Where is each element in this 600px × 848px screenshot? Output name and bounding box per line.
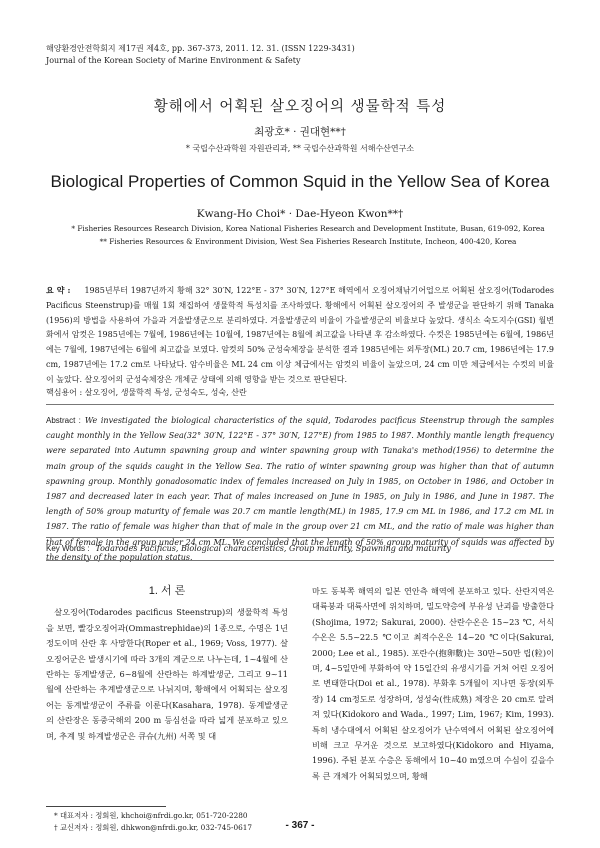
footnote: † 교신저자 : 정회원, dhkwon@nfrdi.go.kr, 032-745-0617 bbox=[54, 823, 253, 832]
page-number: - 367 - bbox=[285, 820, 315, 831]
affiliation-english bbox=[58, 222, 558, 248]
abstract-english-text: We investigated the biological characteristics of the squid, Todarodes pacificus Steenstrup through the samples caught monthly in the Yellow Sea(32° 30′N, 122°E - 37° 30′N, 127°E) from 1985 to 1987. Monthly mantle length frequency were separated into Autumn spawning group and winter spawning group with Tanaka's method(1956) to determine the main group of the squids caught in the Yellow Sea. The ratio of winter spawning group was higher than that of autumn spawning group. Monthly gonadosomatic index of females increased on July in 1985, on October in 1986, and October in 1987 and decreased later in each year. That of males increased on June in 1985, on July in 1986, and June in 1987. The length of 50% group maturity of female was 20.7 cm mantle length(ML) in 1985, 17.9 cm ML in 1986, and 17.2 cm ML in 1987. The ratio of female was higher than that of male in the group over 21 cm ML, and the ratio of male was higher than that of female in the group under 24 cm ML. We concluded that the length of 50% group maturity of squids was affected by the density of the population status. bbox=[46, 416, 554, 562]
abstract-korean-label: 요 약 : bbox=[46, 285, 71, 295]
affiliation-line: * Fisheries Resources Research Division, Korea National Fisheries Research and Development Institute, Busan, 619-092, Korea bbox=[71, 224, 545, 233]
abstract-korean bbox=[46, 283, 554, 388]
authors-english: Kwang-Ho Choi* · Dae-Hyeon Kwon**† bbox=[196, 208, 404, 220]
keywords-english-label: Key Words : bbox=[46, 544, 90, 553]
abstract-korean-text: 1985년부터 1987년까지 황해 32° 30′N, 122°E - 37° 30′N, 127°E 해역에서 오징어채낚기어업으로 어획된 살오징어(Todarodes Pacificus Steenstrup)를 매월 1회 채집하여 생물학적 특성치를 조사하였다. 황해에서 어획된 살오징어의 주 발생군을 판단하기 위해 Tanaka (1956)의 방법을 사용하여 가을과 겨울발생군으로 분리하였다. 겨울발생군의 비율이 가을발생군의 비율보다 높았다. 생식소 숙도지수(GSI) 월변화에서 암컷은 1985년에는 7월에, 1986년에는 10월에, 1987년에는 8월에 최고값을 나타낸 후 감소하였다. 수컷은 1985년에는 6월에, 1986년에는 7월에, 1987년에는 6월에 최고값을 보였다. 암컷의 50% 군성숙체장을 분석한 결과 1985년에는 외투장(ML) 20.7 cm, 1986년에는 17.9 cm, 1987년에는 17.2 cm로 나타났다. 암수비율은 ML 24 cm 이상 체급에서는 암컷의 비율이 높았으며, 24 cm 미만 체급에서는 수컷의 비율이 높았다. 살오징어의 군성숙체장은 개체군 상태에 의해 영향을 받는 것으로 판단된다. bbox=[46, 286, 554, 384]
divider bbox=[46, 404, 554, 405]
affiliation-line: ** Fisheries Resources & Environment Division, West Sea Fisheries Research Institute, Incheon, 400-420, Korea bbox=[99, 237, 517, 246]
affiliation-korean: * 국립수산과학원 자원관리과, ** 국립수산과학원 서해수산연구소 bbox=[185, 144, 415, 153]
divider bbox=[46, 560, 554, 561]
keywords-english-text: Todarodes Pacificus, Biological characteristics, Group maturity, Spawning and maturity bbox=[95, 544, 451, 553]
abstract-english-label: Abstract : bbox=[46, 416, 81, 425]
journal-name: Journal of the Korean Society of Marine Environment & Safety bbox=[46, 56, 301, 65]
title-english: Biological Properties of Common Squid in the Yellow Sea of Korea bbox=[50, 172, 550, 191]
footnote-divider bbox=[46, 806, 166, 807]
body-paragraph: 마도 동북쪽 해역의 일본 연안측 해역에 분포하고 있다. 산란지역은 대륙붕과 대륙사면에 위치하며, 밀도약층에 부유성 난괴를 방출한다(Shojima, 1972; Sakurai, 2000). 산란수온은 15~23 ℃, 서식수온은 5.5~22.5 ℃이고 최적수온은 14~20 ℃이다(Sakurai, 2000; Lee et al., 1985). 포란수(抱卵數)는 30만~50만 립(粒)이며, 4~5일만에 부화하여 약 15일간의 유생시기를 거쳐 어린 오징어로 변태한다(Doi et al., 1978). 부화후 5개월이 지나면 동장(외투장) 14 cm정도로 성장하며, 성성숙(性成熟) 체장은 20 cm로 알려져 있다(Kidokoro and Wada., 1997; Lim, 1967; Kim, 1993). 특히 냉수대에서 어획된 살오징어가 난수역에서 어획된 살오징어에 비해 크고 무거운 것으로 보고하였다(Kidokoro and Hiyama, 1996). 주된 분포 수층은 동해에서 10~40 m였으며 수심이 깊을수록 큰 개체가 어획되었으며, 황해 bbox=[312, 586, 554, 781]
title-korean: 황해에서 어획된 살오징어의 생물학적 특성 bbox=[153, 99, 447, 115]
keywords-korean: 핵심용어 : 살오징어, 생물학적 특성, 군성숙도, 성숙, 산란 bbox=[46, 388, 247, 397]
body-left-column bbox=[46, 584, 288, 744]
journal-header bbox=[46, 43, 355, 67]
footnote: * 대표저자 : 정회원, khchoi@nfrdi.go.kr, 051-720-2280 bbox=[54, 811, 248, 820]
section-heading: 1. 서 론 bbox=[148, 585, 186, 597]
body-right-column bbox=[312, 584, 554, 784]
keywords-english bbox=[46, 544, 451, 553]
journal-citation: 해양환경안전학회지 제17권 제4호, pp. 367-373, 2011. 12. 31. (ISSN 1229-3431) bbox=[46, 44, 355, 53]
abstract-english bbox=[46, 413, 554, 565]
body-paragraph: 살오징어(Todarodes pacificus Steenstrup)의 생물학적 특성을 보면, 빨강오징어과(Ommastrephidae)의 1종으로, 수명은 1년 정도이며 산란 후 사망한다(Roper et al., 1969; Voss, 1977). 살오징어군은 발생시기에 따라 3개의 계군으로 나누는데, 1~4월에 산란하는 동계발생군, 6~8월에 산란하는 하계발생군, 그리고 9~11월에 산란하는 추계발생군으로 나뉘지며, 황해에서 어획되는 살오징어는 동계발생군이 주류를 이룬다(Kasahara, 1978). 동계발생군의 산란장은 동중국해의 200 m 등심선을 따라 넓게 분포하고 있으며, 추계 및 하계발생군은 큐슈(九州) 서쪽 및 대 bbox=[46, 607, 288, 741]
authors-korean: 최광호* · 권대현**† bbox=[254, 126, 346, 138]
divider bbox=[46, 537, 554, 538]
